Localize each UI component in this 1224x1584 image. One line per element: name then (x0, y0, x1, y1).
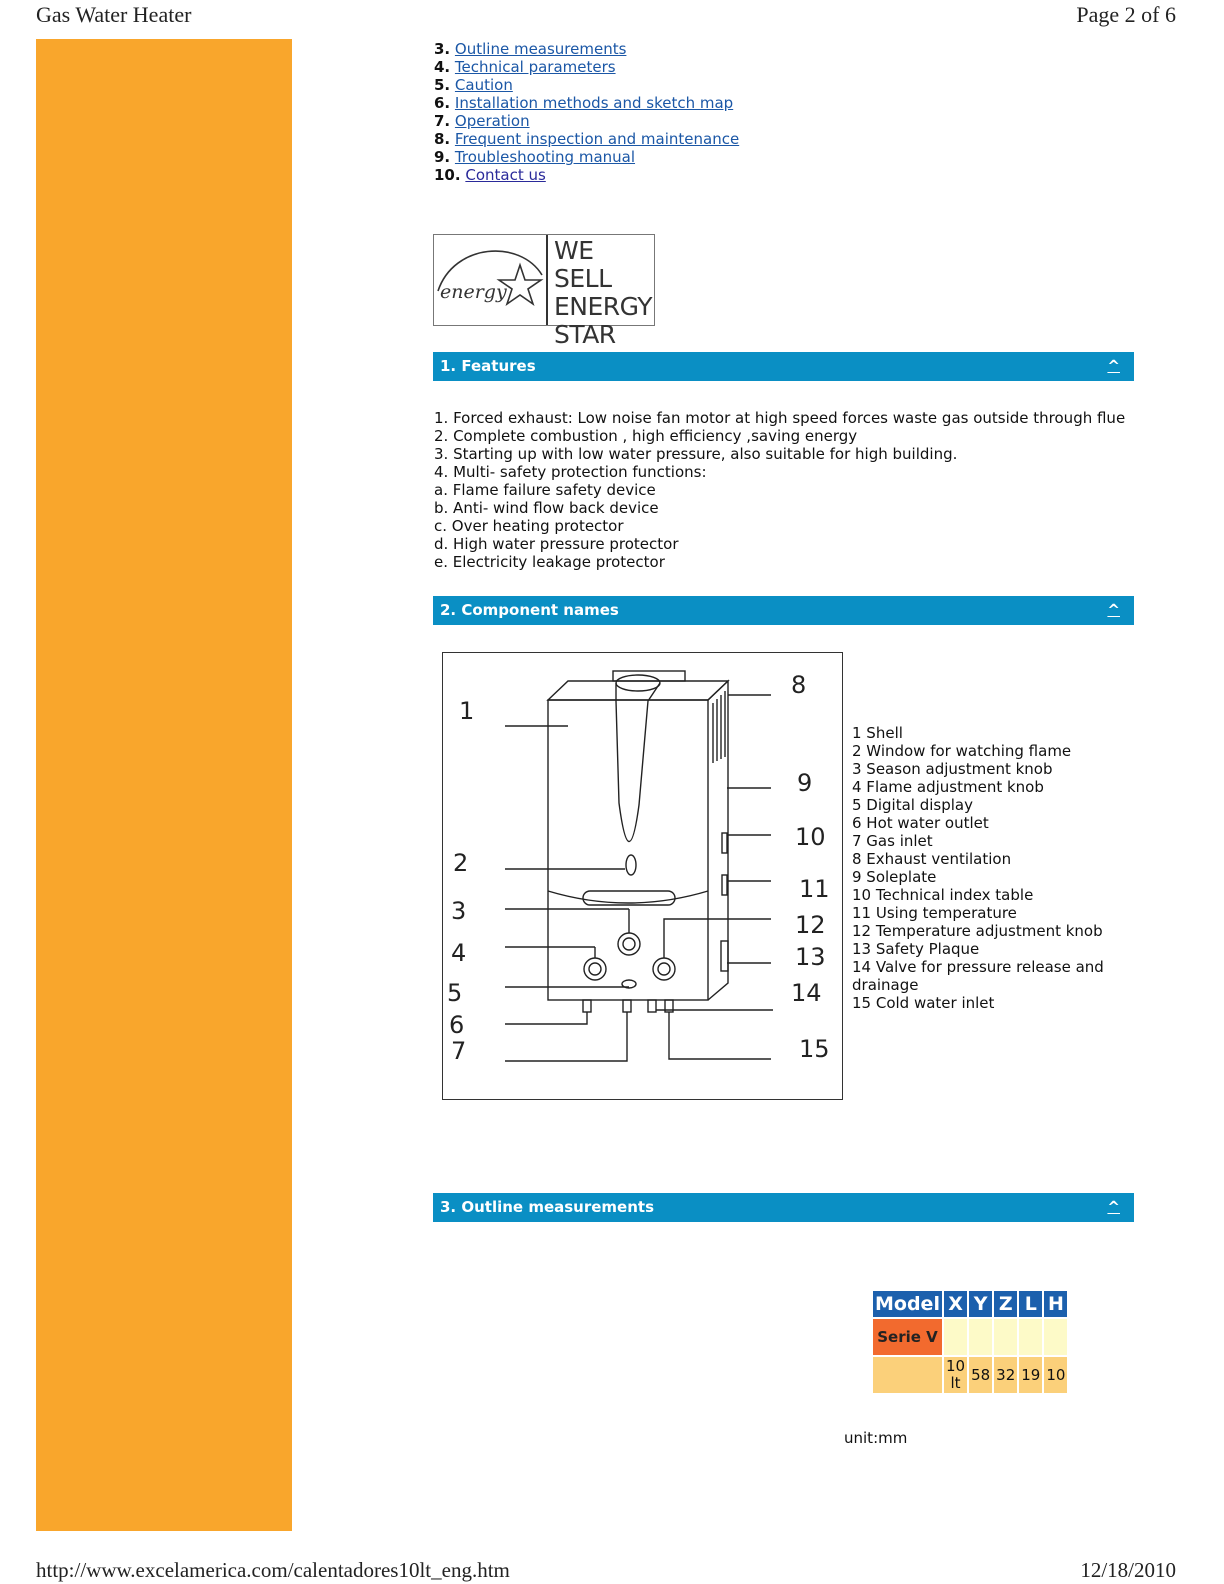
page-url: http://www.excelamerica.com/calentadores10lt_eng.htm (36, 1558, 510, 1582)
column-header: X (944, 1291, 967, 1317)
toc-link[interactable]: Frequent inspection and maintenance (454, 130, 740, 148)
svg-text:14: 14 (791, 979, 822, 1007)
document-title: Gas Water Heater (36, 2, 192, 27)
svg-text:3: 3 (451, 897, 467, 925)
toc-link[interactable]: Installation methods and sketch map (454, 94, 734, 112)
list-item: 9 Soleplate (852, 868, 937, 886)
svg-text:6: 6 (449, 1011, 465, 1039)
list-item: 2. Complete combustion , high efficiency ,saving energy (434, 427, 858, 445)
serie-label: Serie V (873, 1319, 942, 1355)
toc-item[interactable]: 5. Caution (434, 76, 513, 94)
svg-text:7: 7 (451, 1037, 467, 1065)
svg-text:energy: energy (440, 281, 507, 303)
svg-text:15: 15 (799, 1035, 830, 1063)
list-item: 3. Starting up with low water pressure, also suitable for high building. (434, 445, 958, 463)
table-row (873, 1319, 1067, 1355)
list-item: d. High water pressure protector (434, 535, 679, 553)
toc-item[interactable]: 8. Frequent inspection and maintenance (434, 130, 740, 148)
list-item: 11 Using temperature (852, 904, 1017, 922)
column-header: H (1044, 1291, 1067, 1317)
list-item: 13 Safety Plaque (852, 940, 980, 958)
svg-text:4: 4 (451, 939, 467, 967)
column-header: Z (994, 1291, 1017, 1317)
svg-text:13: 13 (795, 943, 826, 971)
svg-text:5: 5 (447, 979, 463, 1007)
table-cell: 32 (994, 1357, 1017, 1393)
back-to-top-link[interactable]: ^ (1107, 1198, 1120, 1216)
list-item: a. Flame failure safety device (434, 481, 656, 499)
section-header-features: 1. Features ^ (433, 352, 1134, 381)
toc-item[interactable]: 3. Outline measurements (434, 40, 627, 58)
heater-sketch-icon (443, 653, 842, 1099)
toc-link[interactable]: Operation (454, 112, 530, 130)
svg-text:11: 11 (799, 875, 830, 903)
list-item: 3 Season adjustment knob (852, 760, 1053, 778)
list-item: e. Electricity leakage protector (434, 553, 665, 571)
back-to-top-link[interactable]: ^ (1107, 357, 1120, 375)
toc-link[interactable]: Outline measurements (454, 40, 627, 58)
table-header-row (873, 1291, 1067, 1317)
toc-item[interactable]: 6. Installation methods and sketch map (434, 94, 734, 112)
list-item: 12 Temperature adjustment knob (852, 922, 1103, 940)
toc-link[interactable]: Contact us (465, 166, 546, 184)
toc-item[interactable]: 7. Operation (434, 112, 530, 130)
list-item: 4 Flame adjustment knob (852, 778, 1044, 796)
list-item: 2 Window for watching flame (852, 742, 1072, 760)
table-cell: 19 (1019, 1357, 1042, 1393)
heater-diagram (442, 652, 843, 1100)
energy-star-text: WE SELL ENERGY STAR (554, 236, 653, 349)
toc-link[interactable]: Troubleshooting manual (454, 148, 636, 166)
energy-star-icon (434, 235, 546, 325)
toc-link[interactable]: Caution (454, 76, 513, 94)
toc-item[interactable]: 10. Contact us (434, 166, 546, 184)
column-header: L (1019, 1291, 1042, 1317)
toc-item[interactable]: 4. Technical parameters (434, 58, 616, 76)
list-item: 14 Valve for pressure release and drainage (852, 958, 1104, 994)
table-of-contents (434, 40, 739, 184)
svg-text:1: 1 (459, 697, 475, 725)
back-to-top-link[interactable]: ^ (1107, 601, 1120, 619)
svg-text:8: 8 (791, 671, 807, 699)
list-item: 1. Forced exhaust: Low noise fan motor at high speed forces waste gas outside through flue (434, 409, 1126, 427)
list-item: 6 Hot water outlet (852, 814, 989, 832)
list-item: 1 Shell (852, 724, 903, 742)
table-cell: 10 lt (945, 1357, 966, 1392)
toc-item[interactable]: 9. Troubleshooting manual (434, 148, 636, 166)
list-item: b. Anti- wind flow back device (434, 499, 659, 517)
column-header: Model (875, 1293, 940, 1315)
list-item: 7 Gas inlet (852, 832, 933, 850)
measurements-table (871, 1289, 1069, 1395)
component-legend (852, 724, 1114, 1012)
energy-star-logo (433, 234, 655, 349)
table-row (873, 1357, 1067, 1393)
table-cell: 58 (969, 1357, 992, 1393)
svg-text:2: 2 (453, 849, 469, 877)
list-item: 10 Technical index table (852, 886, 1034, 904)
toc-link[interactable]: Technical parameters (454, 58, 616, 76)
list-item: 4. Multi- safety protection functions: (434, 463, 707, 481)
table-cell: 10 (1044, 1357, 1067, 1393)
page-number: Page 2 of 6 (1076, 2, 1176, 27)
svg-text:9: 9 (797, 769, 813, 797)
features-list (434, 409, 1125, 571)
list-item: 8 Exhaust ventilation (852, 850, 1012, 868)
orange-sidebar (36, 39, 292, 1531)
energy-star-mark (434, 235, 548, 325)
section-header-components: 2. Component names ^ (433, 596, 1134, 625)
unit-label: unit:mm (844, 1429, 908, 1447)
svg-text:12: 12 (795, 911, 826, 939)
column-header: Y (969, 1291, 992, 1317)
print-date: 12/18/2010 (1080, 1558, 1176, 1582)
list-item: 5 Digital display (852, 796, 973, 814)
section-header-outline: 3. Outline measurements ^ (433, 1193, 1134, 1222)
list-item: 15 Cold water inlet (852, 994, 995, 1012)
svg-text:10: 10 (795, 823, 826, 851)
list-item: c. Over heating protector (434, 517, 624, 535)
